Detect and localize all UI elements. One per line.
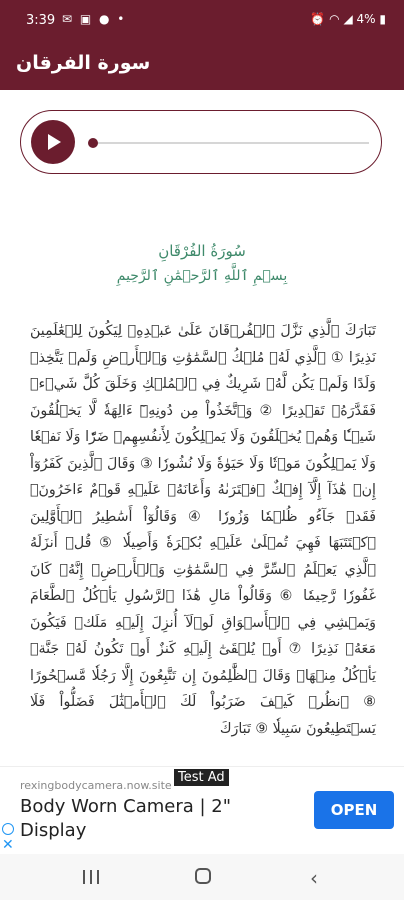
battery-percent: 4% [356, 12, 376, 26]
ad-banner[interactable] [0, 766, 404, 855]
home-icon[interactable] [195, 868, 211, 884]
recent-apps-icon[interactable] [82, 869, 100, 885]
notification-icons: ✉ ▣ ● • [62, 12, 127, 26]
basmala: بِسۡمِ ٱللَّهِ ٱلرَّحۡمَٰنِ ٱلرَّحِيمِ [116, 268, 288, 284]
seek-bar[interactable] [91, 142, 369, 144]
play-button[interactable] [31, 120, 75, 164]
audio-player [20, 110, 382, 174]
app-bar [0, 40, 404, 90]
wifi-icon: ◠ [329, 12, 340, 26]
play-icon [44, 132, 64, 152]
alarm-icon: ⏰ [310, 12, 326, 26]
status-time: 3:39 [26, 13, 56, 28]
surah-text: تَبَارَكَ ٱلَّذِي نَزَّلَ ٱلۡفُرۡقَانَ عَلَىٰ عَبۡدِهِۦ لِيَكُونَ لِلۡعَٰلَمِينَ نَذِيرًا ① ٱلَّذِي لَهُۥ مُلۡكُ ٱلسَّمَٰوَٰتِ وَٱلۡأَرۡضِ وَلَمۡ يَتَّخِذۡ وَلَدًا وَلَمۡ يَكُن لَّهُۥ شَرِيكٌ فِي ٱلۡمُلۡكِ وَخَلَقَ كُلَّ شَيۡءٖ فَقَدَّرَهُۥ تَقۡدِيرًا ② وَٱتَّخَذُواْ مِن دُونِهِۦٓ ءَالِهَةٗ لَّا يَخۡلُقُونَ شَيۡـٔٗا وَهُمۡ يُخۡلَقُونَ وَلَا يَمۡلِكُونَ لِأَنفُسِهِمۡ ضَرّٗا وَلَا نَفۡعٗا وَلَا يَمۡلِكُونَ مَوۡتٗا وَلَا حَيَوٰةٗ وَلَا نُشُورٗا ③ وَقَالَ ٱلَّذِينَ كَفَرُوٓاْ إِنۡ هَٰذَآ إِلَّآ إِفۡكٌ ٱفۡتَرَىٰهُ وَأَعَانَهُۥ عَلَيۡهِ قَوۡمٌ ءَاخَرُونَۖ فَقَدۡ جَآءُو ظُلۡمٗا وَزُورٗا ④ وَقَالُوٓاْ أَسَٰطِيرُ ٱلۡأَوَّلِينَ ٱكۡتَتَبَهَا فَهِيَ تُمۡلَىٰ عَلَيۡهِ بُكۡرَةٗ وَأَصِيلٗا ⑤ قُلۡ أَنزَلَهُ ٱلَّذِي يَعۡلَمُ ٱلسِّرَّ فِي ٱلسَّمَٰوَٰتِ وَٱلۡأَرۡضِۚ إِنَّهُۥ كَانَ غَفُورٗا رَّحِيمٗا ⑥ وَقَالُواْ مَالِ هَٰذَا ٱلرَّسُولِ يَأۡكُلُ ٱلطَّعَامَ وَيَمۡشِي فِي ٱلۡأَسۡوَاقِ لَوۡلَآ أُنزِلَ إِلَيۡهِ مَلَكٞ فَيَكُونَ مَعَهُۥ نَذِيرًا ⑦ أَوۡ يُلۡقَىٰٓ إِلَيۡهِ كَنزٌ أَوۡ تَكُونُ لَهُۥ جَنَّةٞ يَأۡكُلُ مِنۡهَاۚ وَقَالَ ٱلظَّٰلِمُونَ إِن تَتَّبِعُونَ إِلَّا رَجُلٗا مَّسۡحُورًا ⑧ ٱنظُرۡ كَيۡفَ ضَرَبُواْ لَكَ ٱلۡأَمۡثَٰلَ فَضَلُّواْ فَلَا يَسۡتَطِيعُونَ سَبِيلٗا ⑨ تَبَارَكَ [30, 323, 376, 737]
ad-headline[interactable]: Body Worn Camera | 2" Display [20, 796, 232, 841]
surah-heading: سُورَةُ الفُرْقَانِ [158, 242, 246, 260]
signal-icon: ◢ [343, 12, 353, 26]
seek-thumb[interactable] [88, 138, 98, 148]
status-bar [0, 0, 404, 40]
ad-open-button[interactable]: OPEN [314, 791, 394, 829]
back-icon[interactable]: ‹ [310, 866, 318, 890]
page-title: سورة الفرقان [16, 52, 151, 74]
status-right [310, 12, 386, 26]
system-nav-bar [0, 854, 404, 900]
adchoices-icon[interactable] [2, 823, 14, 835]
ad-close-icon[interactable]: ✕ [2, 837, 14, 853]
ad-domain: rexingbodycamera.now.site [20, 779, 172, 792]
ad-tag: Test Ad [174, 769, 229, 786]
battery-icon: ▮ [379, 12, 386, 26]
